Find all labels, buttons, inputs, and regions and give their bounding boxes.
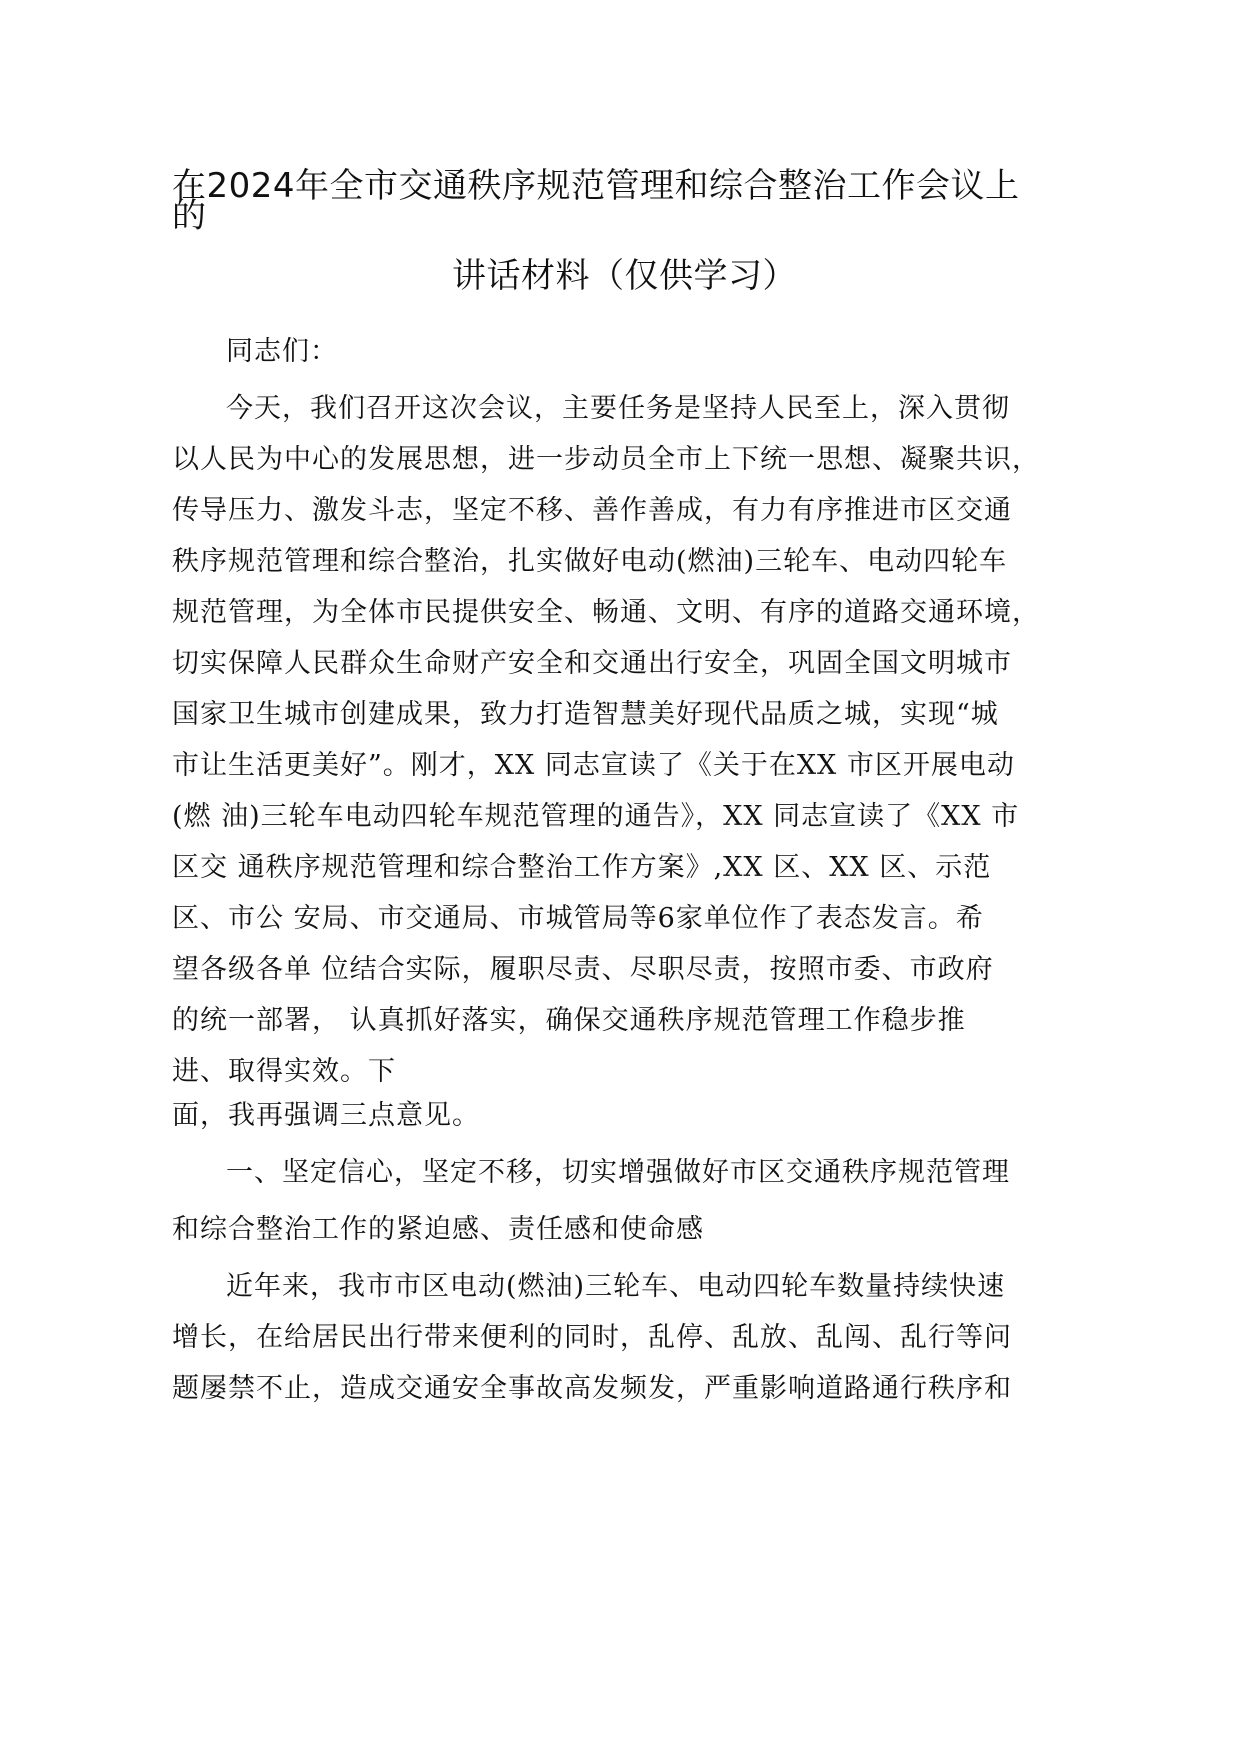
paragraph-1-line-12: 望各级各单 位结合实际，履职尽责、尽职尽责，按照市委、市政府 (172, 954, 994, 985)
paragraph-1-line-8: 市让生活更美好”。刚才，XX 同志宣读了《关于在XX 市区开展电动 (172, 750, 1015, 781)
paragraph-1-line-13: 的统一部署， 认真抓好落实，确保交通秩序规范管理工作稳步推 (172, 1005, 966, 1036)
paragraph-1-line-10: 区交 通秩序规范管理和综合整治工作方案》,XX 区、XX 区、示范 (172, 852, 992, 883)
paragraph-1-line-4: 秩序规范管理和综合整治，扎实做好电动(燃油)三轮车、电动四轮车 (172, 546, 1008, 577)
title-line-3: 讲话材料（仅供学习） (452, 256, 797, 296)
paragraph-1-line-14: 进、取得实效。下 (172, 1056, 396, 1087)
paragraph-1-line-1: 今天，我们召开这次会议，主要任务是坚持人民至上，深入贯彻 (226, 393, 1010, 424)
paragraph-1-line-6: 切实保障人民群众生命财产安全和交通出行安全，巩固全国文明城市 (172, 648, 1012, 679)
paragraph-1-line-9: (燃 油)三轮车电动四轮车规范管理的通告》，XX 同志宣读了《XX 市 (172, 801, 1020, 832)
paragraph-2-line-1: 近年来，我市市区电动(燃油)三轮车、电动四轮车数量持续快速 (226, 1271, 1006, 1302)
paragraph-1-line-3: 传导压力、激发斗志，坚定不移、善作善成，有力有序推进市区交通 (172, 495, 1012, 526)
paragraph-1-line-2: 以人民为中心的发展思想，进一步动员全市上下统一思想、凝聚共识， (172, 444, 1040, 475)
paragraph-2-line-2: 增长，在给居民出行带来便利的同时，乱停、乱放、乱闯、乱行等问 (172, 1322, 1012, 1353)
section-1-heading-line-2: 和综合整治工作的紧迫感、责任感和使命感 (172, 1214, 704, 1245)
salutation: 同志们： (226, 336, 338, 367)
title-line-1: 在2024年全市交通秩序规范管理和综合整治工作会议上 (172, 166, 1020, 206)
paragraph-2-line-3: 题屡禁不止，造成交通安全事故高发频发，严重影响道路通行秩序和 (172, 1373, 1012, 1404)
paragraph-1-line-7: 国家卫生城市创建成果，致力打造智慧美好现代品质之城，实现“城 (172, 699, 999, 730)
paragraph-1-line-5: 规范管理，为全体市民提供安全、畅通、文明、有序的道路交通环境， (172, 597, 1040, 628)
section-1-heading-line-1: 一、坚定信心，坚定不移，切实增强做好市区交通秩序规范管理 (226, 1157, 1010, 1188)
paragraph-1-line-11: 区、市公 安局、市交通局、市城管局等6家单位作了表态发言。希 (172, 903, 984, 934)
paragraph-1-line-15: 面，我再强调三点意见。 (172, 1100, 480, 1131)
title-line-2: 的 (172, 196, 207, 236)
